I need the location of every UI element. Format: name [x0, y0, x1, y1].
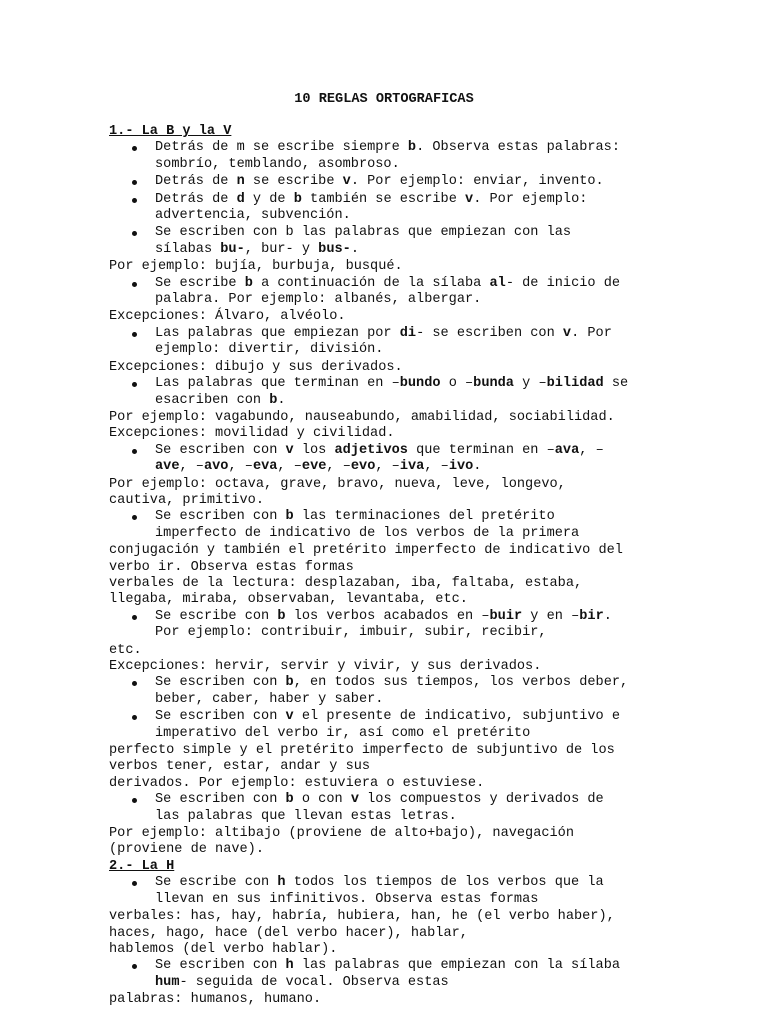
text-line	[155, 692, 759, 708]
bullet-item	[109, 958, 759, 991]
bullet-item	[109, 509, 759, 542]
text-run: imperfecto de indicativo de los verbos de la primera	[155, 525, 580, 541]
bold-text: n	[236, 174, 245, 190]
bullet-item	[109, 709, 759, 742]
text-run: llevan en sus infinitivos. Observa estas formas	[155, 891, 539, 907]
text-run: que terminan en –	[407, 442, 555, 458]
bullet-item	[109, 376, 759, 409]
text-run: Por ejemplo: octava, grave, bravo, nueva, leve, longevo,	[109, 476, 566, 492]
text-run: advertencia, subvención.	[155, 208, 351, 224]
text-run: derivados. Por ejemplo: estuviera o estuviese.	[109, 775, 485, 791]
bold-text: eva	[252, 459, 278, 475]
text-line	[109, 560, 759, 576]
text-line	[109, 659, 759, 675]
text-line	[155, 625, 759, 641]
text-run: verbo ir. Observa estas formas	[109, 559, 354, 575]
text-line	[155, 609, 759, 625]
text-run: Excepciones: hervir, servir y vivir, y sus derivados.	[109, 659, 542, 674]
text-run: Se escribe	[155, 275, 245, 291]
bullet-item	[109, 174, 759, 190]
text-run: todos los tiempos de los verbos que la	[285, 875, 604, 891]
bold-text: b	[277, 608, 286, 624]
text-run: beber, caber, haber y saber.	[155, 691, 384, 707]
bullet-icon	[132, 282, 137, 287]
bold-text: b	[285, 675, 294, 691]
text-run: hablemos (del verbo hablar).	[109, 941, 338, 957]
text-run: .	[350, 241, 359, 257]
text-line	[109, 926, 759, 942]
text-run: .	[603, 608, 612, 624]
text-run: , –	[424, 459, 449, 475]
bullet-item	[109, 140, 759, 173]
text-run: .	[277, 392, 286, 408]
text-line	[109, 842, 759, 858]
bold-text: di	[399, 325, 417, 341]
text-line	[155, 975, 759, 991]
bullet-icon	[132, 881, 137, 886]
bullet-item	[109, 225, 759, 258]
text-line	[155, 140, 759, 156]
bold-text: al	[489, 275, 506, 291]
bold-text: bu-	[220, 241, 245, 257]
text-run: esacriben con	[155, 392, 270, 408]
text-line	[155, 276, 759, 292]
bold-text: b	[293, 191, 302, 207]
text-line	[109, 259, 759, 275]
bullet-item	[109, 875, 759, 908]
text-line	[109, 309, 759, 325]
text-line	[109, 410, 759, 426]
text-run: verbales: has, hay, habría, hubiera, han, he (el verbo haber),	[109, 909, 615, 925]
text-run: Se escriben con	[155, 709, 286, 725]
paragraph	[109, 992, 759, 1008]
paragraph	[109, 410, 759, 443]
bold-text: h	[285, 958, 294, 974]
text-line	[155, 809, 759, 825]
bullet-item	[109, 675, 759, 708]
text-run: y de	[244, 191, 294, 207]
text-line	[155, 208, 759, 224]
text-run: Las palabras que empiezan por	[155, 325, 400, 341]
text-line	[109, 776, 759, 792]
paragraph	[109, 909, 759, 958]
bold-text: ivo	[448, 459, 474, 475]
bold-text: bundo	[399, 376, 441, 392]
section-heading: 2.- La H	[109, 858, 175, 874]
text-run: , –	[579, 442, 604, 458]
bold-text: b	[244, 275, 253, 291]
text-run: conjugación y también el pretérito imperfecto de indicativo del	[109, 543, 623, 559]
text-run: el presente de indicativo, subjuntivo e	[293, 709, 621, 725]
text-line	[109, 360, 759, 376]
bold-text: v	[465, 191, 474, 207]
text-run: llegaba, miraba, observaban, levantaba, etc.	[109, 592, 468, 608]
bold-text: ave	[155, 459, 180, 475]
bullet-icon	[132, 146, 137, 151]
document-title: 10 REGLAS ORTOGRAFICAS	[294, 92, 474, 107]
text-run: las terminaciones del pretérito	[293, 509, 555, 525]
text-run: , –	[326, 459, 351, 475]
text-run: las palabras que empiezan con la sílaba	[293, 958, 621, 974]
text-run: Se escriben con	[155, 442, 286, 458]
text-run: Por ejemplo: contribuir, imbuir, subir, recibir,	[155, 625, 547, 641]
bullet-icon	[132, 964, 137, 969]
bullet-item	[109, 792, 759, 825]
text-run: cautiva, primitivo.	[109, 492, 264, 508]
text-run: , –	[179, 459, 204, 475]
text-run: (proviene de nave).	[109, 842, 264, 858]
text-run: se	[603, 376, 629, 392]
text-run: . Por ejemplo: enviar, invento.	[350, 174, 604, 190]
text-run: Se escriben con	[155, 509, 286, 525]
text-run: . Observa estas palabras:	[416, 140, 621, 156]
text-line	[155, 459, 759, 475]
text-line	[155, 875, 759, 891]
text-run: a continuación de la sílaba	[252, 275, 490, 291]
text-line	[155, 376, 759, 392]
text-run: . Por	[571, 325, 612, 341]
text-run: los verbos acabados en –	[285, 608, 490, 624]
text-line	[155, 393, 759, 409]
bold-text: iva	[399, 459, 425, 475]
text-run: Se escriben con	[155, 675, 286, 691]
bullet-icon	[132, 615, 137, 620]
paragraph	[109, 259, 759, 275]
bullet-icon	[132, 198, 137, 203]
bullet-icon	[132, 798, 137, 803]
bold-text: bilidad	[546, 376, 604, 392]
bold-text: buir	[489, 608, 523, 624]
text-line	[109, 759, 759, 775]
text-run: palabra. Por ejemplo: albanés, albergar.	[155, 292, 482, 308]
text-run: etc.	[109, 642, 142, 658]
bold-text: d	[236, 191, 245, 207]
text-run: se escribe	[244, 174, 343, 190]
section-heading: 1.- La B y la V	[109, 124, 232, 139]
text-run: Se escriben con b las palabras que empiezan con las	[155, 225, 572, 241]
bullet-icon	[132, 231, 137, 236]
paragraph	[109, 309, 759, 325]
text-run: perfecto simple y el pretérito imperfecto de subjuntivo de los	[109, 743, 615, 759]
bullet-icon	[132, 180, 137, 185]
bullet-icon	[132, 715, 137, 720]
text-line	[155, 526, 759, 542]
text-line	[155, 709, 759, 725]
bold-text: bus-	[318, 241, 351, 257]
text-line	[155, 225, 759, 241]
text-run: Las palabras que terminan en –	[155, 376, 400, 392]
text-line	[109, 592, 759, 608]
text-run: , –	[228, 459, 253, 475]
text-run: , –	[375, 459, 400, 475]
bullet-item	[109, 609, 759, 642]
bullet-icon	[132, 382, 137, 387]
bold-text: v	[285, 709, 294, 725]
text-run: Excepciones: dibujo y sus derivados.	[109, 359, 403, 375]
text-line	[155, 726, 759, 742]
text-line	[155, 174, 759, 190]
text-run: palabras: humanos, humano.	[109, 992, 322, 1008]
text-run: Excepciones: Álvaro, alvéolo.	[109, 309, 346, 325]
text-line	[109, 643, 759, 659]
text-run: , –	[277, 459, 302, 475]
text-line	[155, 242, 759, 258]
text-line	[109, 543, 759, 559]
text-line	[155, 292, 759, 308]
text-line	[109, 909, 759, 925]
text-line	[109, 477, 759, 493]
text-run: Se escribe con	[155, 875, 278, 891]
text-run: las palabras que llevan estas letras.	[155, 808, 457, 824]
bold-text: b	[269, 392, 278, 408]
text-run: , bur- y	[244, 241, 319, 257]
text-run: .	[473, 459, 482, 475]
bullet-icon	[132, 681, 137, 686]
text-run: y en –	[522, 608, 580, 624]
text-line	[155, 958, 759, 974]
bullet-icon	[132, 515, 137, 520]
text-line	[109, 493, 759, 509]
bold-text: v	[562, 325, 572, 341]
text-line	[155, 509, 759, 525]
bold-text: bir	[579, 608, 604, 624]
text-line	[155, 192, 759, 208]
text-run: o –	[440, 376, 474, 392]
bold-text: v	[342, 174, 351, 190]
text-run: los compuestos y derivados de	[358, 792, 604, 808]
text-run: . Por ejemplo:	[473, 191, 588, 207]
bold-text: v	[285, 442, 294, 458]
text-run: sombrío, temblando, asombroso.	[155, 156, 400, 172]
text-line	[155, 157, 759, 173]
text-run: verbales de la lectura: desplazaban, iba, faltaba, estaba,	[109, 575, 583, 591]
paragraph	[109, 743, 759, 792]
text-run: - de inicio de	[505, 275, 621, 291]
bullet-item	[109, 443, 759, 476]
text-run: Se escribe con	[155, 608, 278, 624]
text-run: - se escriben con	[416, 325, 563, 341]
bold-text: b	[285, 509, 294, 525]
text-line	[155, 892, 759, 908]
text-run: haces, hago, hace (del verbo hacer), hablar,	[109, 925, 468, 941]
paragraph	[109, 643, 759, 676]
text-line	[155, 326, 759, 342]
text-run: sílabas	[155, 241, 221, 257]
text-line	[109, 942, 759, 958]
bullet-icon	[132, 332, 137, 337]
paragraph	[109, 477, 759, 510]
text-run: Excepciones: movilidad y civilidad.	[109, 426, 395, 442]
bold-text: eve	[301, 459, 327, 475]
text-run: Se escriben con	[155, 792, 286, 808]
bold-text: v	[350, 792, 359, 808]
text-line	[155, 342, 759, 358]
text-run: Por ejemplo: vagabundo, nauseabundo, amabilidad, sociabilidad.	[109, 409, 615, 425]
bold-text: b	[285, 792, 294, 808]
bold-text: h	[277, 875, 286, 891]
paragraph	[109, 826, 759, 859]
bullet-item	[109, 192, 759, 225]
text-line	[155, 443, 759, 459]
text-run: - seguida de vocal. Observa estas	[179, 974, 449, 990]
text-line	[109, 826, 759, 842]
text-run: y –	[513, 376, 547, 392]
text-line	[155, 675, 759, 691]
bold-text: evo	[350, 459, 376, 475]
bullet-item	[109, 276, 759, 309]
bullet-icon	[132, 449, 137, 454]
text-run: Por ejemplo: bujía, burbuja, busqué.	[109, 259, 403, 275]
document-body	[109, 124, 759, 1009]
text-line	[155, 792, 759, 808]
text-run: Detrás de	[155, 191, 237, 207]
bold-text: avo	[203, 459, 229, 475]
text-run: Detrás de	[155, 174, 237, 190]
text-line	[109, 743, 759, 759]
bold-text: adjetivos	[334, 442, 408, 458]
text-line	[109, 426, 759, 442]
paragraph	[109, 543, 759, 609]
text-run: Por ejemplo: altibajo (proviene de alto+bajo), navegación	[109, 826, 574, 842]
bold-text: bunda	[473, 376, 514, 392]
bold-text: ava	[554, 442, 580, 458]
paragraph	[109, 360, 759, 376]
bullet-item	[109, 326, 759, 359]
text-line	[109, 576, 759, 592]
text-run: verbos tener, estar, andar y sus	[109, 759, 371, 775]
text-run: también se escribe	[301, 191, 466, 207]
text-line	[109, 992, 759, 1008]
bold-text: hum	[155, 974, 180, 990]
text-run: ejemplo: divertir, división.	[155, 342, 384, 358]
text-run: o con	[293, 792, 351, 808]
text-run: Detrás de m se escribe siempre	[155, 140, 408, 156]
text-run: imperativo del verbo ir, así como el pretérito	[155, 725, 531, 741]
bold-text: b	[407, 140, 417, 156]
text-run: , en todos sus tiempos, los verbos deber,	[293, 675, 629, 691]
text-run: Se escriben con	[155, 958, 286, 974]
text-run: los	[293, 442, 335, 458]
